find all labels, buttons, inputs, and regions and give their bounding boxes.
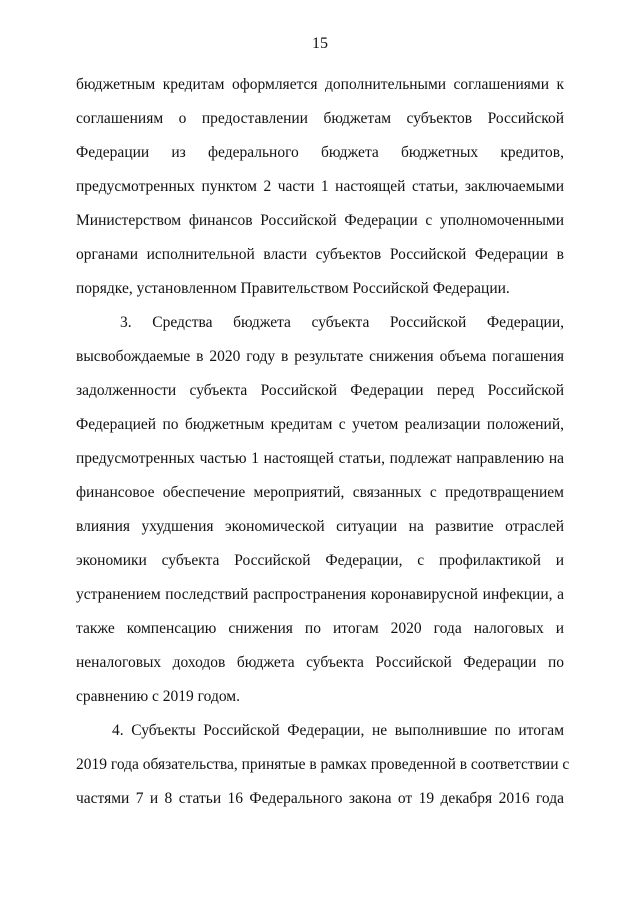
text-line: 3. Средства бюджета субъекта Российской Федерации,	[120, 314, 564, 331]
text-line: высвобождаемые в 2020 году в результате снижения объема погашения	[76, 348, 564, 365]
text-line: финансовое обеспечение мероприятий, связанных с предотвращением	[76, 484, 564, 501]
text-line: бюджетным кредитам оформляется дополнительными соглашениями к	[76, 76, 564, 93]
text-line: Министерством финансов Российской Федерации с уполномоченными	[76, 212, 564, 229]
text-line: предусмотренных частью 1 настоящей статьи, подлежат направлению на	[76, 450, 564, 467]
text-line: частями 7 и 8 статьи 16 Федерального закона от 19 декабря 2016 года	[76, 790, 564, 807]
text-line: органами исполнительной власти субъектов Российской Федерации в	[76, 246, 564, 263]
text-line: также компенсацию снижения по итогам 2020 года налоговых и	[76, 620, 564, 637]
paragraph-4	[76, 714, 570, 816]
paragraph-3	[76, 306, 564, 714]
text-line: сравнению с 2019 годом.	[76, 688, 240, 705]
text-line: влияния ухудшения экономической ситуации на развитие отраслей	[76, 518, 564, 535]
text-line: экономики субъекта Российской Федерации, с профилактикой и	[76, 552, 564, 569]
text-line: Федерацией по бюджетным кредитам с учетом реализации положений,	[76, 416, 564, 433]
text-line: соглашениям о предоставлении бюджетам субъектов Российской	[76, 110, 564, 127]
page-number: 15	[312, 35, 328, 52]
text-line: Федерации из федерального бюджета бюджетных кредитов,	[76, 144, 564, 161]
paragraph-continuation	[76, 68, 564, 306]
text-line: 4. Субъекты Российской Федерации, не выполнившие по итогам	[112, 722, 564, 739]
text-line: 2019 года обязательства, принятые в рамках проведенной в соответствии с	[76, 756, 570, 773]
text-line: устранением последствий распространения коронавирусной инфекции, а	[76, 586, 564, 603]
text-line: задолженности субъекта Российской Федерации перед Российской	[76, 382, 564, 399]
text-line: порядке, установленном Правительством Российской Федерации.	[76, 280, 510, 297]
text-line: неналоговых доходов бюджета субъекта Российской Федерации по	[76, 654, 564, 671]
text-line: предусмотренных пунктом 2 части 1 настоящей статьи, заключаемыми	[76, 178, 564, 195]
